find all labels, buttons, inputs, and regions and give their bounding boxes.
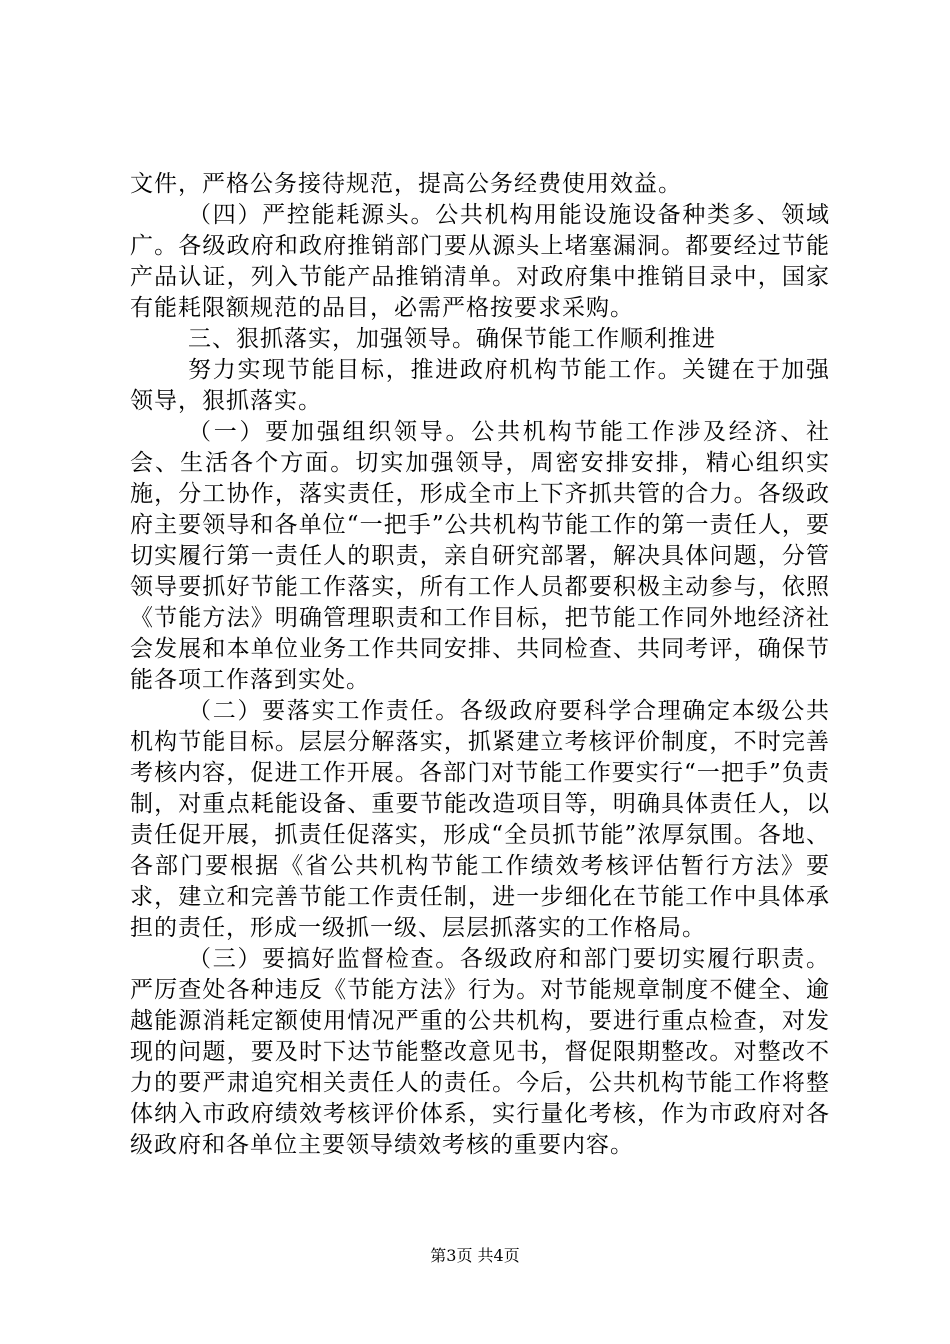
document-body xyxy=(130,169,830,1161)
paragraph-2: （四）严控能耗源头。公共机构用能设施设备种类多、领域广。各级政府和政府推销部门要从源头上堵塞漏洞。都要经过节能产品认证，列入节能产品推销清单。对政府集中推销目录中，国家有能耗限额规范的品目，必需严格按要求采购。 xyxy=(130,202,830,321)
paragraph-5: （一）要加强组织领导。公共机构节能工作涉及经济、社会、生活各个方面。切实加强领导，周密安排安排，精心组织实施，分工协作，落实责任，形成全市上下齐抓共管的合力。各级政府主要领导和各单位“一把手”公共机构节能工作的第一责任人，要切实履行第一责任人的职责，亲自研究部署，解决具体问题，分管领导要抓好节能工作落实，所有工作人员都要积极主动参与，依照《节能方法》明确管理职责和工作目标，把节能工作同外地经济社会发展和本单位业务工作共同安排、共同检查、共同考评，确保节能各项工作落到实处。 xyxy=(130,419,830,693)
paragraph-4: 努力实现节能目标，推进政府机构节能工作。关键在于加强领导，狠抓落实。 xyxy=(130,357,830,414)
paragraph-7: （三）要搞好监督检查。各级政府和部门要切实履行职责。严厉查处各种违反《节能方法》行为。对节能规章制度不健全、逾越能源消耗定额使用情况严重的公共机构，要进行重点检查，对发现的问题，要及时下达节能整改意见书，督促限期整改。对整改不力的要严肃追究相关责任人的责任。今后，公共机构节能工作将整体纳入市政府绩效考核评价体系，实行量化考核，作为市政府对各级政府和各单位主要领导绩效考核的重要内容。 xyxy=(130,946,830,1158)
paragraph-1: 文件，严格公务接待规范，提高公务经费使用效益。 xyxy=(130,171,682,197)
page-number-footer: 第3页 共4页 xyxy=(430,1246,520,1265)
paragraph-6: （二）要落实工作责任。各级政府要科学合理确定本级公共机构节能目标。层层分解落实，抓紧建立考核评价制度，不时完善考核内容，促进工作开展。各部门对节能工作要实行“一把手”负责制，对重点耗能设备、重要节能改造项目等，明确具体责任人，以责任促开展，抓责任促落实，形成“全员抓节能”浓厚氛围。各地、各部门要根据《省公共机构节能工作绩效考核评估暂行方法》要求，建立和完善节能工作责任制，进一步细化在节能工作中具体承担的责任，形成一级抓一级、层层抓落实的工作格局。 xyxy=(130,698,830,941)
section-heading-3: 三、狠抓落实，加强领导。确保节能工作顺利推进 xyxy=(188,326,716,352)
